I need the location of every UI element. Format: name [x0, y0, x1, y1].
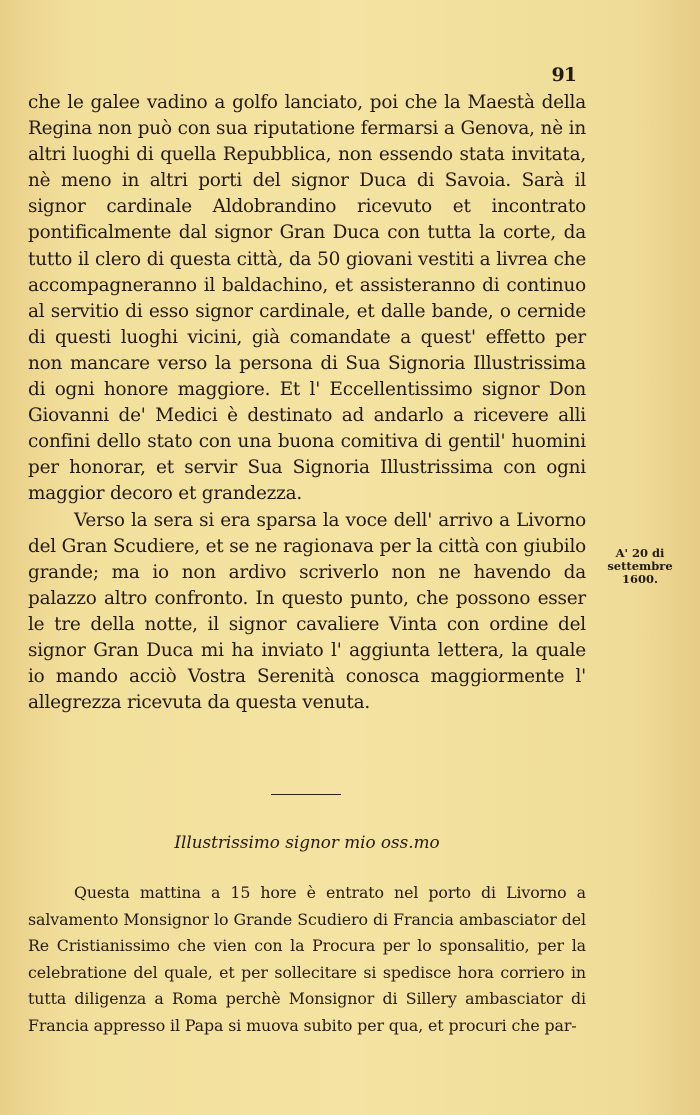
letter-body: Questa mattina a 15 hore è entrato nel porto di Livorno a salvamento Monsignor lo Grande Scudiero di Francia ambasciator del Re Cristianissimo che vien con la Procura per lo sponsalitio, per la celebratione del quale, et per sollecitare si spedisce hora corriero in tutta diligenza a Roma perchè Monsignor di Sillery ambasciator di Francia appresso il Papa si muova subito per qua, et procuri che par-	[28, 883, 586, 1035]
paragraph-arrival: Verso la sera si era sparsa la voce dell' arrivo a Livorno del Gran Scudiere, et se ne ragionava per la città con giubilo grande; ma io non ardivo scriverlo non ne havendo da palazzo altro confronto. In questo punto, che possono esser le tre della notte, il signor cavaliere Vinta con ordine del signor Gran Duca mi ha inviato l' aggiunta lettera, la quale io mando acciò Vostra Serenità conosca maggiormente l' allegrezza ricevuta da questa venuta.	[28, 509, 586, 714]
paragraph-continuation: che le galee vadino a golfo lanciato, poi che la Maestà della Regina non può con sua riputatione fermarsi a Genova, nè in altri luoghi di quella Repubblica, non essendo stata invitata, nè meno in altri porti del signor Duca di Savoia. Sarà il signor cardinale Aldobrandino ricevuto et incontrato pontificalmente dal signor Gran Duca con tutta la corte, da tutto il clero di questa città, da 50 giovani vestiti a livrea che accompagneranno il baldachino, et assisteranno di continuo al servitio di esso signor cardinale, et dalle bande, o cernide di questi luoghi vicini, già comandate a quest' effetto per non mancare verso la persona di Sua Signoria Illustrissima di ogni honore maggiore. Et l' Eccellentissimo signor Don Giovanni de' Medici è destinato ad andarlo a ricevere alli confini dello stato con una buona comitiva di gentil' huomini per honorar, et servir Sua Signoria Illustrissima con ogni maggior decoro et grandezza.	[28, 92, 586, 505]
margin-date-note: A' 20 di settembre 1600.	[607, 546, 673, 586]
section-divider	[271, 794, 341, 795]
letter-salutation: Illustrissimo signor mio oss.mo	[174, 832, 440, 852]
page-number: 91	[551, 64, 576, 86]
main-text	[28, 90, 586, 716]
